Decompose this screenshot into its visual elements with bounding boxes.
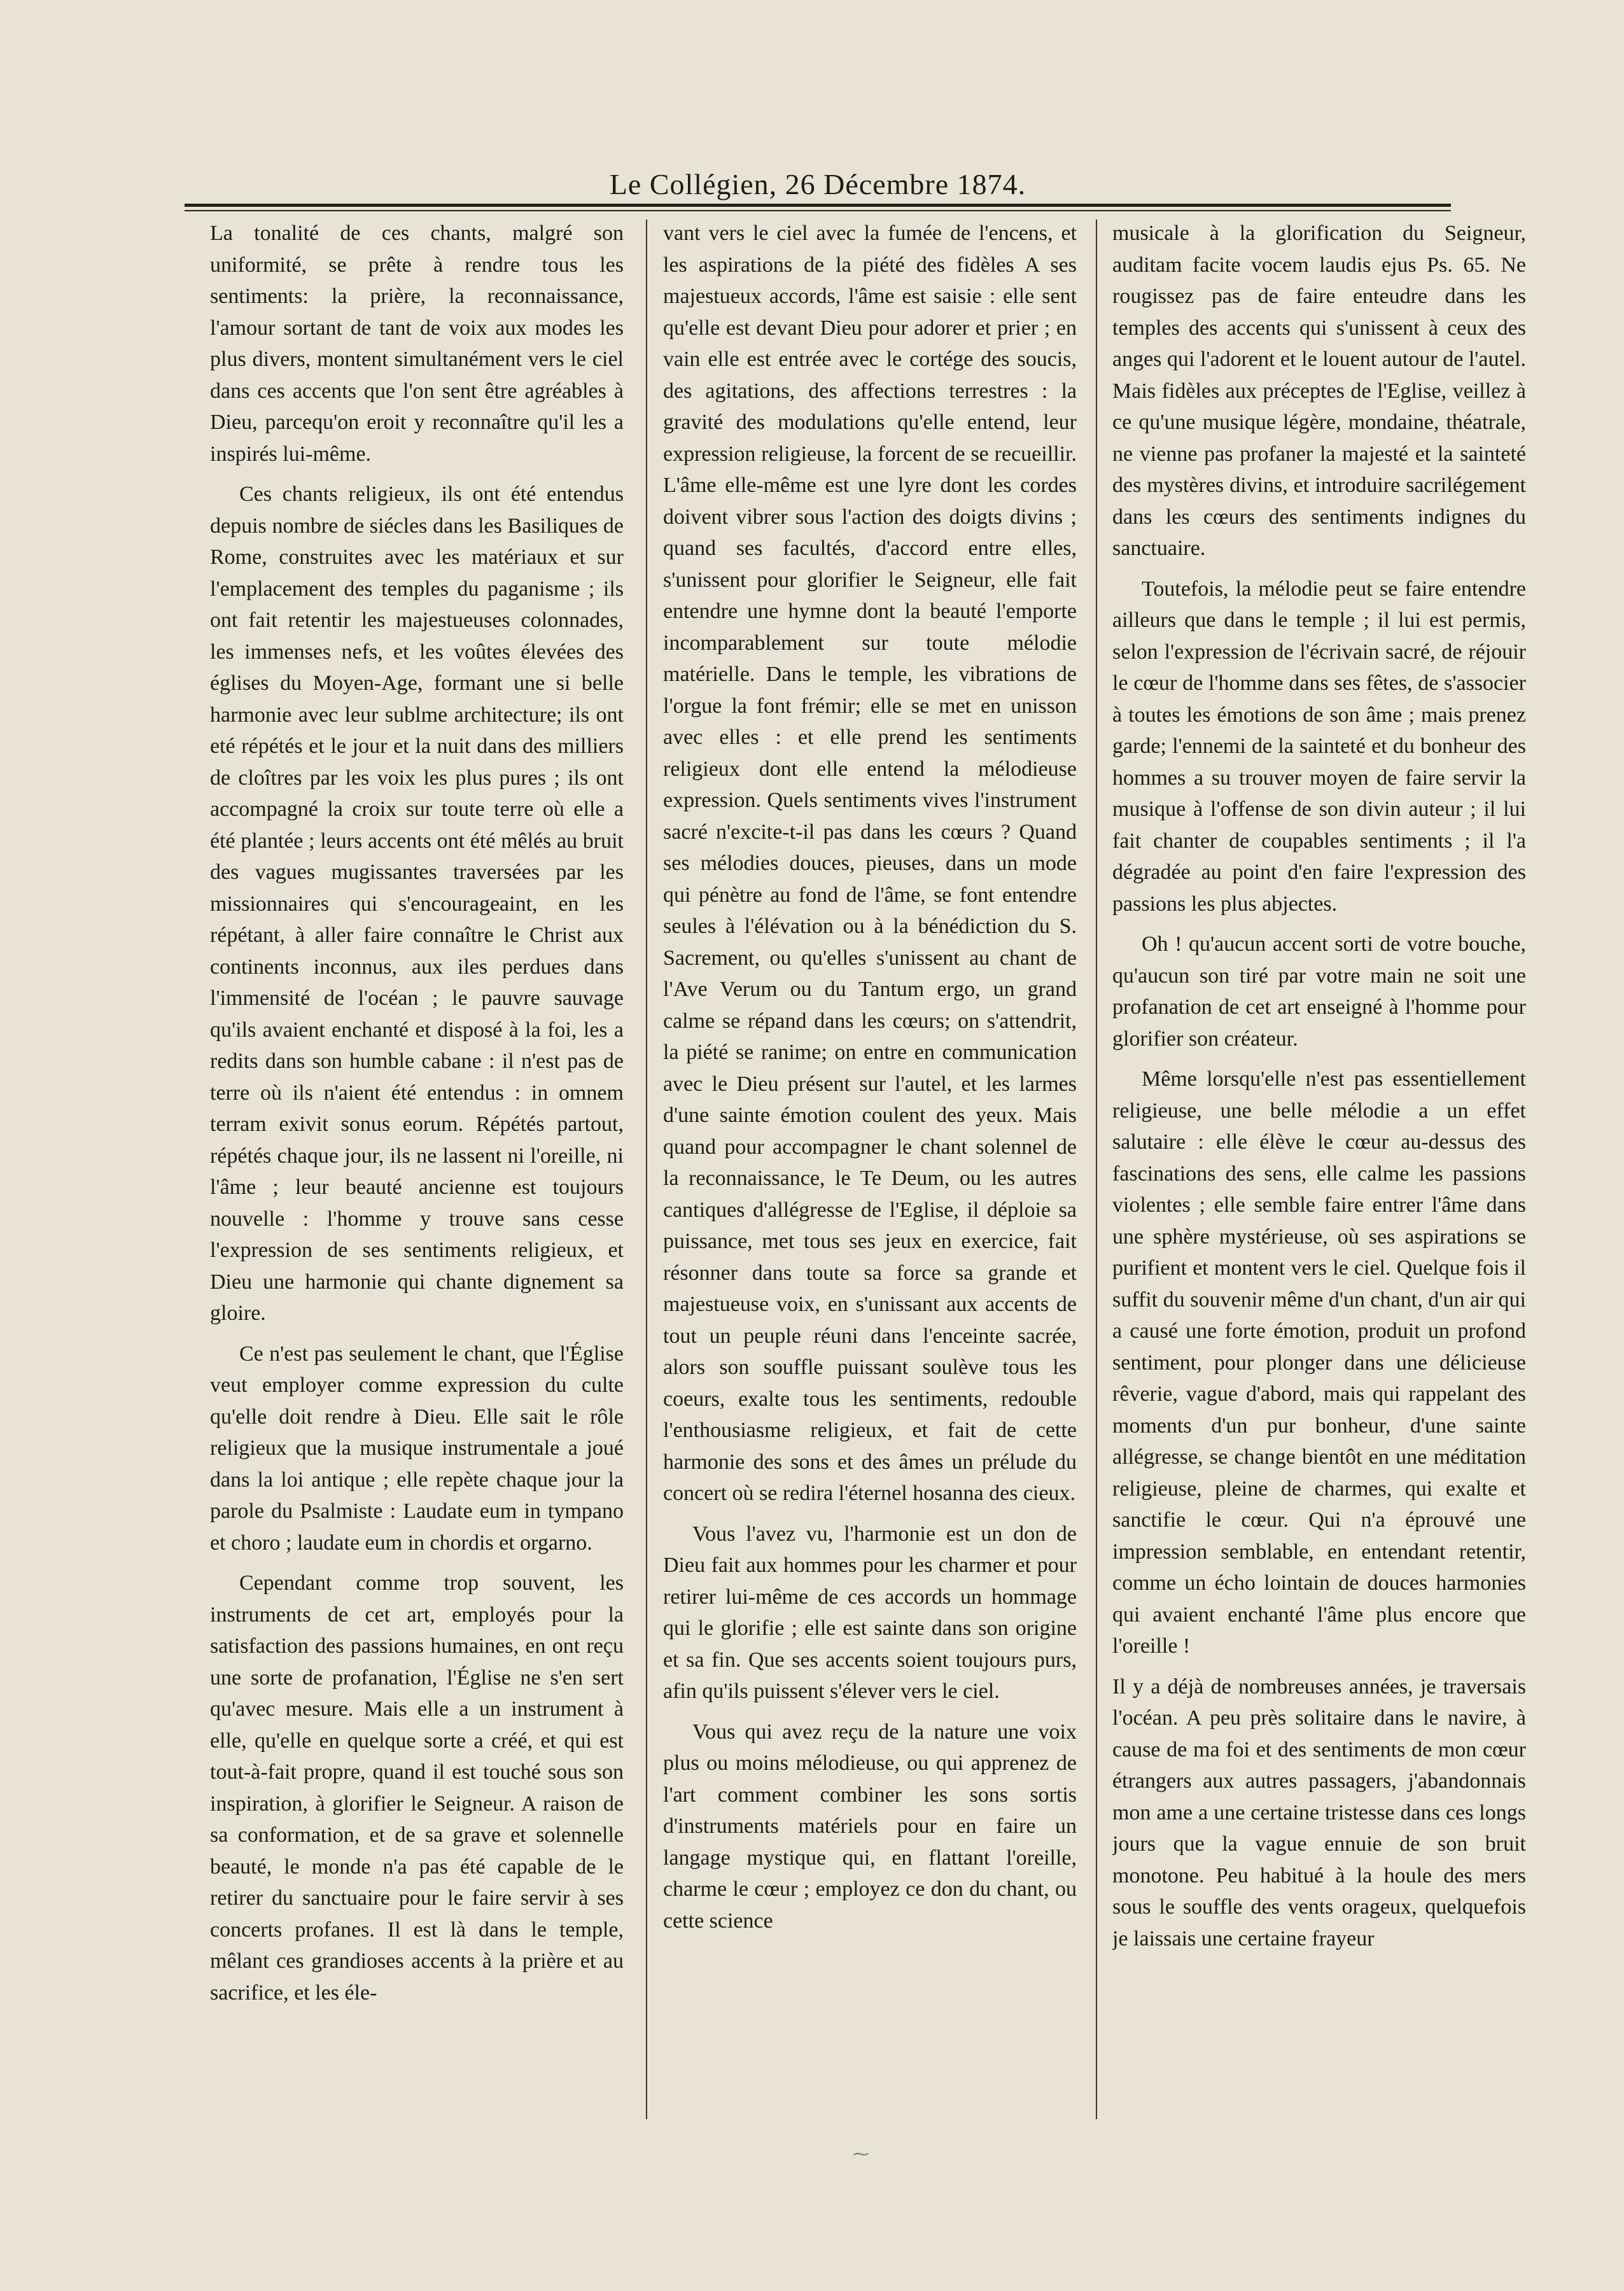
paragraph: La tonalité de ces chants, malgré son uniformité, se prête à rendre tous les sentiments: la prière, la reconnaissance, l'amour sortant de tant de voix aux modes les plus divers, montent simultanément vers le ciel dans ces accents que l'on sent être agréables à Dieu, parcequ'on eroit y reconnaître qu'il les a inspirés lui-même. [210,221,624,466]
page-header [185,167,1451,205]
header-rule-thin [185,210,1451,211]
column-divider [1096,220,1097,2119]
paragraph: Ces chants religieux, ils ont été entendus depuis nombre de siécles dans les Basiliques de Rome, construites avec les matériaux et sur l'emplacement des temples du paganisme ; ils ont fait retentir les majestueuses colonnades, les immenses nefs, et les voûtes élevées des églises du Moyen-Age, formant une si belle harmonie avec leur sublme architecture; ils ont eté répétés et le jour et la nuit dans des milliers de cloîtres par les voix les plus pures ; ils ont accompagné la croix sur toute terre où elle a été plantée ; leurs accents ont été mêlés au bruit des vagues mugissantes traversées par les missionnaires qui s'encourageaint, en les répétant, à aller faire connaître le Christ aux continents inconnus, aux iles perdues dans l'immensité de l'océan ; le pauvre sauvage qu'ils avaient enchanté et disposé à la foi, les a redits dans son humble cabane : il n'est pas de terre où ils n'aient été entendus : in omnem terram exivit sonus eorum. Répétés partout, répétés chaque jour, ils ne lassent ni l'oreille, ni l'âme ; leur beauté ancienne est toujours nouvelle : l'homme y trouve sans cesse l'expression de ses sentiments religieux, et Dieu une harmonie qui chante dignement sa gloire. [210,482,624,1325]
paragraph: vant vers le ciel avec la fumée de l'encens, et les aspirations de la piété des fidèles A ses majestueux accords, l'âme est saisie : elle sent qu'elle est devant Dieu pour adorer et prier ; en vain elle est entrée avec le cortége des soucis, des agitations, des affections terrestres : la gravité des modulations qu'elle entend, leur expression religieuse, la forcent de se recueillir. L'âme elle-même est une lyre dont les cordes doivent vibrer sous l'action des doigts divins ; quand ses facultés, d'accord entre elles, s'unissent pour glorifier le Seigneur, elle fait entendre une hymne dont la beauté l'emporte incomparablement sur toute mélodie matérielle. Dans le temple, les vibrations de l'orgue la font frémir; elle se met en unisson avec elles : et elle prend les sentiments religieux dont elle entend la mélodieuse expression. Quels sentiments vives l'instrument sacré n'excite-t-il pas dans les cœurs ? Quand ses mélodies douces, pieuses, dans un mode qui pénètre au fond de l'âme, se font entendre seules à l'élévation ou à la bénédiction du S. Sacrement, ou qu'elles s'unissent au chant de l'Ave Verum ou du Tantum ergo, un grand calme se répand dans les cœurs; on s'attendrit, la piété se ranime; on entre en communication avec le Dieu présent sur l'autel, et les larmes d'une sainte émotion coulent des yeux. Mais quand pour accompagner le chant solennel de la reconnaissance, le Te Deum, ou les autres cantiques d'allégresse de l'Eglise, il déploie sa puissance, met tous ses jeux en exercice, fait résonner dans toute sa force sa grande et majestueuse voix, en s'unissant aux accents de tout un peuple réuni dans l'enceinte sacrée, alors son souffle puissant soulève tous les coeurs, exalte tous les sentiments, redouble l'enthousiasme religieux, et fait de cette harmonie des sons et des âmes un prélude du concert où se redira l'éternel hosanna des cieux. [663,221,1077,1505]
paragraph: Il y a déjà de nombreuses années, je traversais l'océan. A peu près solitaire dans le navire, à cause de ma foi et des sentiments de mon cœur étrangers aux autres passagers, j'abandonnais mon ame a une certaine tristesse dans ces longs jours que la vague ennuie de son bruit monotone. Peu habitué à la houle des mers sous le souffle des vents orageux, quelquefois je laissais une certaine frayeur [1112,1674,1526,1951]
header-title: Le Collégien, 26 Décembre 1874. [609,168,1026,200]
paragraph: Cependant comme trop souvent, les instruments de cet art, employés pour la satisfaction des passions humaines, en ont reçu une sorte de profanation, l'Église ne s'en sert qu'avec mesure. Mais elle a un instrument à elle, qu'elle en quelque sorte a créé, et qui est tout-à-fait propre, quand il est touché sous son inspiration, à glorifier le Seigneur. A raison de sa conformation, et de sa grave et solennelle beauté, le monde n'a pas été capable de le retirer du sanctuaire pour le faire servir à ses concerts profanes. Il est là dans le temple, mêlant ces grandioses accents à la prière et au sacrifice, et les éle- [210,1571,624,2005]
paragraph: Vous l'avez vu, l'harmonie est un don de Dieu fait aux hommes pour les charmer et pour retirer lui-même de ces accords un hommage qui le glorifie ; elle est sainte dans son origine et sa fin. Que ses accents soient toujours purs, afin qu'ils puissent s'élever vers le ciel. [663,1522,1077,1703]
column-1 [210,218,624,2133]
header-rule-thick [185,204,1451,207]
paragraph: Toutefois, la mélodie peut se faire entendre ailleurs que dans le temple ; il lui est permis, selon l'expression de l'écrivain sacré, de réjouir le cœur de l'homme dans ses fêtes, de s'associer à toutes les émotions de son âme ; mais prenez garde; l'ennemi de la sainteté et du bonheur des hommes a su trouver moyen de faire servir la musique à l'offense de son divin auteur ; il lui fait chanter de coupables sentiments ; il l'a dégradée au point d'en faire l'expression des passions les plus abjectes. [1112,577,1526,916]
paragraph: Oh ! qu'aucun accent sorti de votre bouche, qu'aucun son tiré par votre main ne soit une profanation de cet art enseigné à l'homme pour glorifier son créateur. [1112,932,1526,1051]
column-divider [646,220,647,2119]
column-3 [1112,218,1526,2133]
paragraph: musicale à la glorification du Seigneur, auditam facite vocem laudis ejus Ps. 65. Ne rougissez pas de faire enteudre dans les temples des accents qui s'unissent à ceux des anges qui l'adorent et le louent autour de l'autel. Mais fidèles aux préceptes de l'Eglise, veillez à ce qu'une musique légère, mondaine, théatrale, ne vienne pas profaner la majesté et la sainteté des mystères divins, et introduire sacrilégement dans les cœurs des sentiments indignes du sanctuaire. [1112,221,1526,560]
paragraph: Vous qui avez reçu de la nature une voix plus ou moins mélodieuse, ou qui apprenez de l'art comment combiner les sons sortis d'instruments matériels pour en faire un langage mystique qui, en flattant l'oreille, charme le cœur ; employez ce don du chant, ou cette science [663,1720,1077,1933]
printer-mark-icon: ⁓ [853,2145,869,2164]
paragraph: Même lorsqu'elle n'est pas essentiellement religieuse, une belle mélodie a un effet salutaire : elle élève le cœur au-dessus des fascinations des sens, elle calme les passions violentes ; elle semble faire entrer l'âme dans une sphère mystérieuse, où ses aspirations se purifient et montent vers le ciel. Quelque fois il suffit du souvenir même d'un chant, d'un air qui a causé une forte émotion, produit un profond sentiment, pour plonger dans une délicieuse rêverie, vague d'abord, mais qui rappelant des moments d'un pur bonheur, d'une sainte allégresse, se change bientôt en une méditation religieuse, pleine de charmes, qui exalte et sanctifie le cœur. Qui n'a éprouvé une impression semblable, en entendant retentir, comme un écho lointain de douces harmonies qui avaient enchanté l'âme plus encore que l'oreille ! [1112,1067,1526,1658]
paragraph: Ce n'est pas seulement le chant, que l'Église veut employer comme expression du culte qu'elle doit rendre à Dieu. Elle sait le rôle religieux que la musique instrumentale a joué dans la loi antique ; elle repète chaque jour la parole du Psalmiste : Laudate eum in tympano et choro ; laudate eum in chordis et orgarno. [210,1342,624,1555]
column-2 [663,218,1077,2133]
